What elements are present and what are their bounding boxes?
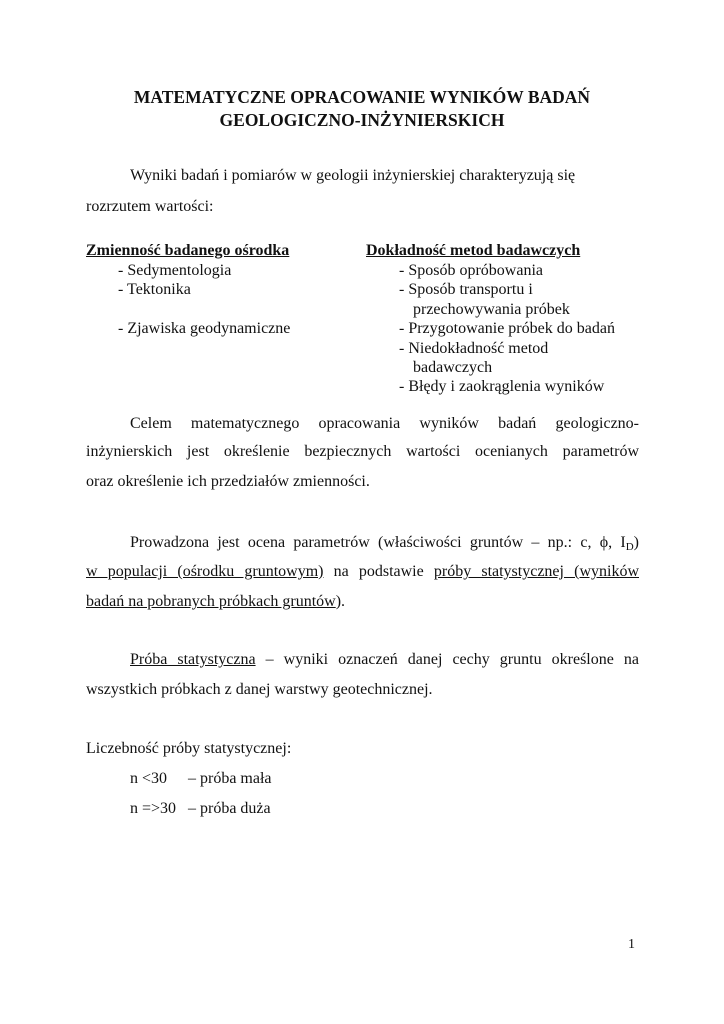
right-line-4: - Przygotowanie próbek do badań bbox=[399, 320, 615, 337]
id-subscript: D bbox=[625, 541, 634, 553]
paragraph-3-line-3 bbox=[86, 592, 345, 612]
right-column-heading: Dokładność metod badawczych bbox=[366, 242, 581, 259]
left-item-2: - Tektonika bbox=[118, 281, 191, 298]
paragraph-3-line-2 bbox=[86, 563, 639, 581]
paragraph-2-line-3: oraz określenie ich przedziałów zmienności. bbox=[86, 473, 370, 490]
paragraph-4-line-1 bbox=[130, 651, 639, 669]
paragraph-2-line-1: Celem matematycznego opracowania wyników badań geologiczno- bbox=[130, 415, 639, 432]
small-sample-condition: n <30 bbox=[130, 770, 168, 787]
paragraph-3-line-1 bbox=[130, 534, 639, 553]
paragraph-3-line-1-text: Prowadzona jest ocena parametrów (właściwości gruntów – np.: c, ϕ, I bbox=[130, 534, 626, 551]
right-line-7: - Błędy i zaokrąglenia wyników bbox=[399, 378, 605, 395]
paragraph-4-line-1-rest: – wyniki oznaczeń danej cechy gruntu określone na bbox=[255, 651, 639, 668]
right-line-2: - Sposób transportu i bbox=[399, 281, 533, 298]
small-sample-label: – próba mała bbox=[188, 770, 272, 787]
left-item-3: - Zjawiska geodynamiczne bbox=[118, 320, 291, 337]
large-sample-condition: n =>30 bbox=[130, 800, 177, 817]
paragraph-4-line-2: wszystkich próbkach z danej warstwy geotechnicznej. bbox=[86, 681, 433, 698]
paragraph-3-line-3-end: ). bbox=[335, 593, 346, 610]
title-line-1: MATEMATYCZNE OPRACOWANIE WYNIKÓW BADAŃ bbox=[133, 87, 591, 107]
right-line-6: badawczych bbox=[413, 359, 493, 376]
right-line-1: - Sposób opróbowania bbox=[399, 262, 543, 279]
right-line-5: - Niedokładność metod bbox=[399, 340, 549, 357]
paragraph-3-line-1-end: ) bbox=[633, 534, 639, 551]
right-line-3: przechowywania próbek bbox=[413, 301, 570, 318]
left-column-heading: Zmienność badanego ośrodka bbox=[86, 242, 290, 259]
title-line-2: GEOLOGICZNO-INŻYNIERSKICH bbox=[219, 110, 505, 130]
paragraph-3-line-2-mid: na podstawie bbox=[323, 563, 434, 580]
intro-line-1: Wyniki badań i pomiarów w geologii inżynierskiej charakteryzują się bbox=[130, 167, 576, 184]
sample-term: próby statystycznej (wyników bbox=[433, 563, 639, 580]
population-term: w populacji (ośrodku gruntowym) bbox=[86, 563, 324, 580]
intro-line-2: rozrzutem wartości: bbox=[86, 198, 214, 215]
page-number: 1 bbox=[628, 937, 635, 952]
document-title bbox=[60, 86, 664, 132]
sample-size-heading: Liczebność próby statystycznej: bbox=[86, 740, 292, 757]
paragraph-2-line-2: inżynierskich jest określenie bezpiecznych wartości ocenianych parametrów bbox=[86, 443, 639, 460]
samples-term: badań na pobranych próbkach gruntów bbox=[86, 593, 336, 610]
large-sample-label: – próba duża bbox=[188, 800, 271, 817]
statistical-sample-term: Próba statystyczna bbox=[130, 651, 256, 668]
left-item-1: - Sedymentologia bbox=[118, 262, 232, 279]
